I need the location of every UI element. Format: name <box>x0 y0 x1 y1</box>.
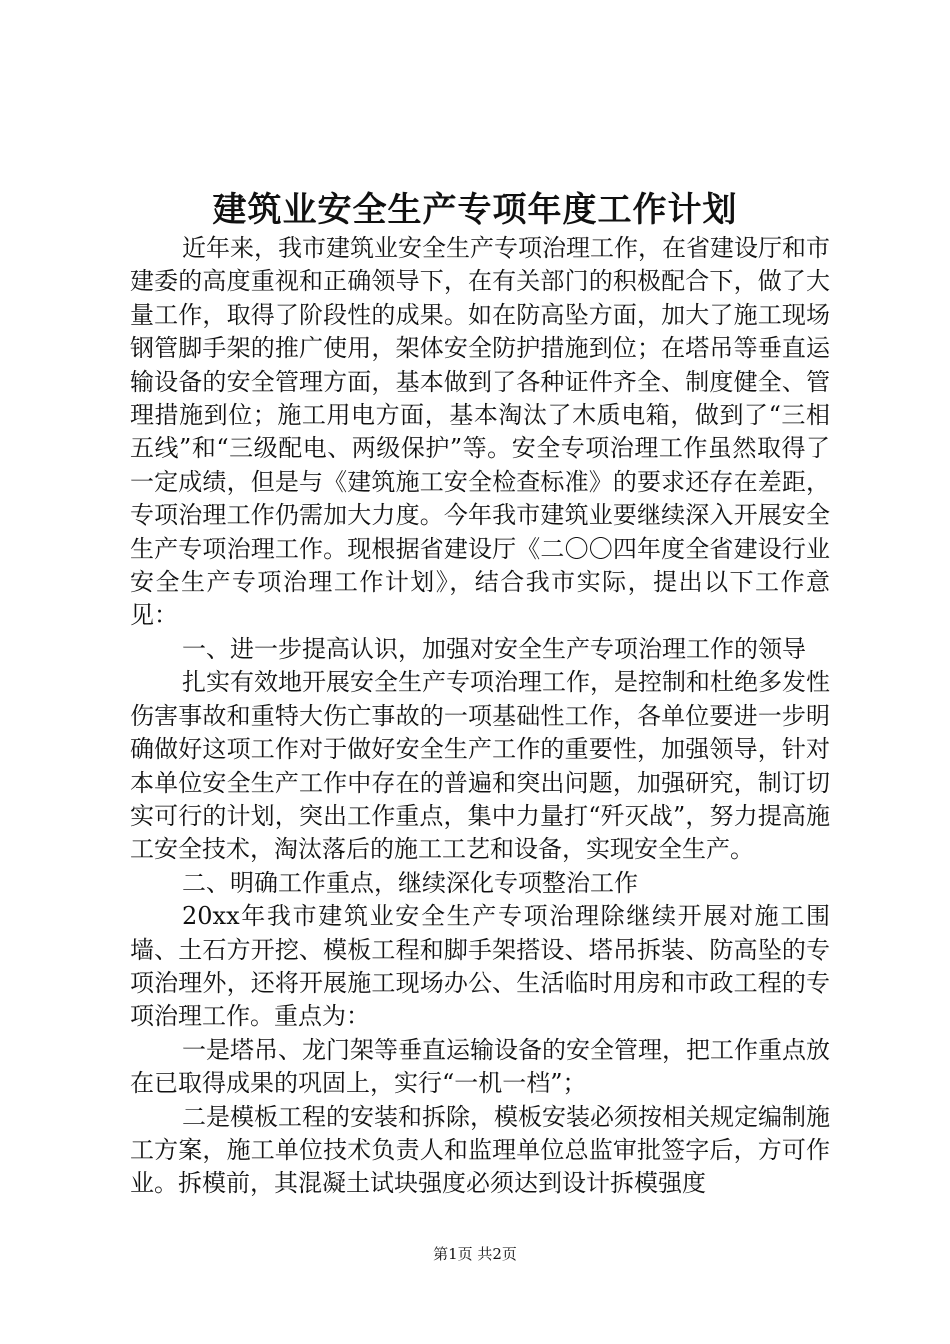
page-number-footer: 第1页 共2页 <box>433 1245 517 1263</box>
document-title: 建筑业安全生产专项年度工作计划 <box>212 190 738 230</box>
paragraph-heading-1: 一、进一步提高认识，加强对安全生产专项治理工作的领导 <box>182 634 806 663</box>
paragraph-intro: 近年来，我市建筑业安全生产专项治理工作，在省建设厅和市建委的高度重视和正确领导下，在有关部门的积极配合下，做了大量工作，取得了阶段性的成果。如在防高坠方面，加大了施工现场钢管脚手架的推广使用，架体安全防护措施到位；在塔吊等垂直运输设备的安全管理方面，基本做到了各种证件齐全、制度健全、管理措施到位；施工用电方面，基本淘汰了木质电箱，做到了“三相五线”和“三级配电、两级保护”等。安全专项治理工作虽然取得了一定成绩，但是与《建筑施工安全检查标准》的要求还存在差距，专项治理工作仍需加大力度。今年我市建筑业要继续深入开展安全生产专项治理工作。现根据省建设厅《二〇〇四年度全省建设行业安全生产专项治理工作计划》，结合我市实际，提出以下工作意见： <box>130 234 830 630</box>
paragraph-heading-2: 二、明确工作重点，继续深化专项整治工作 <box>182 868 638 897</box>
document-body <box>130 232 830 1201</box>
paragraph-leadership: 扎实有效地开展安全生产专项治理工作，是控制和杜绝多发性伤害事故和重特大伤亡事故的一项基础性工作，各单位要进一步明确做好这项工作对于做好安全生产工作的重要性，加强领导，针对本单位安全生产工作中存在的普遍和突出问题，加强研究，制订切实可行的计划，突出工作重点，集中力量打“歼灭战”，努力提高施工安全技术，淘汰落后的施工工艺和设备，实现安全生产。 <box>130 668 830 864</box>
paragraph-point-1: 一是塔吊、龙门架等垂直运输设备的安全管理，把工作重点放在已取得成果的巩固上，实行“一机一档”； <box>130 1035 830 1098</box>
paragraph-focus: 20xx年我市建筑业安全生产专项治理除继续开展对施工围墙、土石方开挖、模板工程和脚手架搭设、塔吊拆装、防高坠的专项治理外，还将开展施工现场办公、生活临时用房和市政工程的专项治理工作。重点为： <box>130 902 830 1031</box>
paragraph-point-2: 二是模板工程的安装和拆除，模板安装必须按相关规定编制施工方案，施工单位技术负责人和监理单位总监审批签字后，方可作业。拆模前，其混凝土试块强度必须达到设计拆模强度 <box>130 1102 830 1198</box>
